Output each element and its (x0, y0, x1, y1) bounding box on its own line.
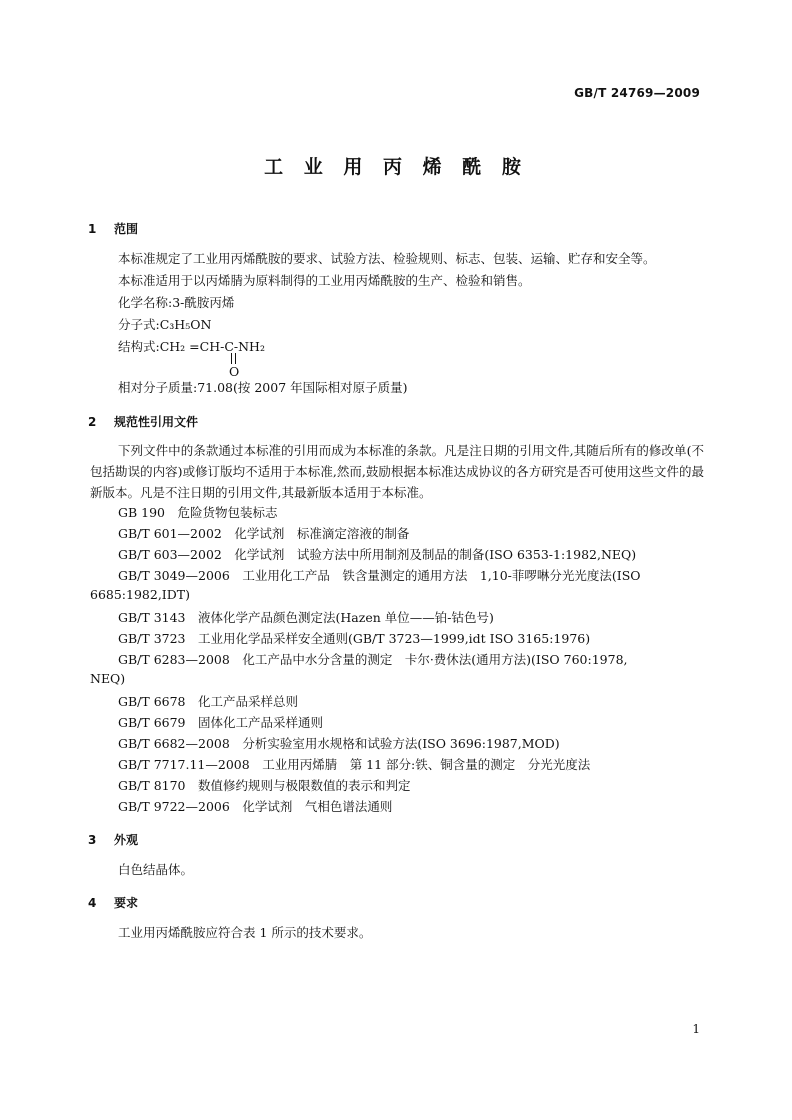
page-number: 1 (692, 1022, 700, 1036)
molecular-weight: 相对分子质量:71.08(按 2007 年国际相对原子质量) (118, 380, 408, 395)
reference-item-continued: NEQ) (90, 671, 126, 686)
reference-item: GB/T 6678 化工产品采样总则 (118, 694, 299, 709)
reference-item-continued: 6685:1982,IDT) (90, 587, 190, 602)
section-title: 要求 (114, 896, 139, 910)
molecular-formula: 分子式:C₃H₅ON (118, 317, 212, 332)
reference-item: GB 190 危险货物包装标志 (118, 505, 278, 520)
reference-item: GB/T 603—2002 化学试剂 试验方法中所用制剂及制品的制备(ISO 6353-1:1982,NEQ) (118, 547, 637, 562)
section-4-heading (88, 894, 138, 911)
reference-item: GB/T 9722—2006 化学试剂 气相色谱法通则 (118, 799, 393, 814)
document-title: 工 业 用 丙 烯 酰 胺 (264, 156, 528, 178)
reference-item: GB/T 601—2002 化学试剂 标准滴定溶液的制备 (118, 526, 410, 541)
section-title: 规范性引用文件 (114, 415, 199, 429)
structural-formula: 结构式:CH₂ =CH-C-NH₂ (118, 339, 265, 354)
section-number: 2 (88, 415, 97, 429)
reference-item: GB/T 3049—2006 工业用化工产品 铁含量测定的通用方法 1,10-菲啰啉分光光度法(ISO (118, 568, 641, 583)
standard-code: GB/T 24769—2009 (574, 86, 700, 100)
reference-item: GB/T 8170 数值修约规则与极限数值的表示和判定 (118, 778, 411, 793)
section-number: 1 (88, 222, 97, 236)
chemical-name: 化学名称:3-酰胺丙烯 (118, 295, 235, 310)
section-3-heading (88, 831, 138, 848)
reference-item: GB/T 3723 工业用化学品采样安全通则(GB/T 3723—1999,idt ISO 3165:1976) (118, 631, 591, 646)
double-bond-mark (231, 353, 236, 364)
section-1-heading (88, 220, 138, 237)
section-title: 范围 (114, 222, 139, 236)
scope-line: 本标准规定了工业用丙烯酰胺的要求、试验方法、检验规则、标志、包装、运输、贮存和安全等。 (118, 251, 656, 266)
reference-item: GB/T 3143 液体化学产品颜色测定法(Hazen 单位——铂-钴色号) (118, 610, 494, 625)
requirements-text: 工业用丙烯酰胺应符合表 1 所示的技术要求。 (118, 925, 372, 940)
scope-line: 本标准适用于以丙烯腈为原料制得的工业用丙烯酰胺的生产、检验和销售。 (118, 273, 531, 288)
reference-item: GB/T 6682—2008 分析实验室用水规格和试验方法(ISO 3696:1987,MOD) (118, 736, 560, 751)
reference-item: GB/T 7717.11—2008 工业用丙烯腈 第 11 部分:铁、铜含量的测定 分光光度法 (118, 757, 591, 772)
reference-item: GB/T 6679 固体化工产品采样通则 (118, 715, 324, 730)
appearance-text: 白色结晶体。 (118, 862, 194, 877)
section-number: 3 (88, 833, 97, 847)
reference-item: GB/T 6283—2008 化工产品中水分含量的测定 卡尔·费休法(通用方法)(ISO 760:1978, (118, 652, 628, 667)
section-number: 4 (88, 896, 97, 910)
section-title: 外观 (114, 833, 139, 847)
normative-intro-paragraph: 下列文件中的条款通过本标准的引用而成为本标准的条款。凡是注日期的引用文件,其随后所有的修改单(不包括勘误的内容)或修订版均不适用于本标准,然而,鼓励根据本标准达成协议的各方研究是否可使用这些文件的最新版本。凡是不注日期的引用文件,其最新版本适用于本标准。 (90, 443, 704, 500)
section-2-heading (88, 413, 198, 430)
structural-oxygen: O (229, 364, 240, 379)
